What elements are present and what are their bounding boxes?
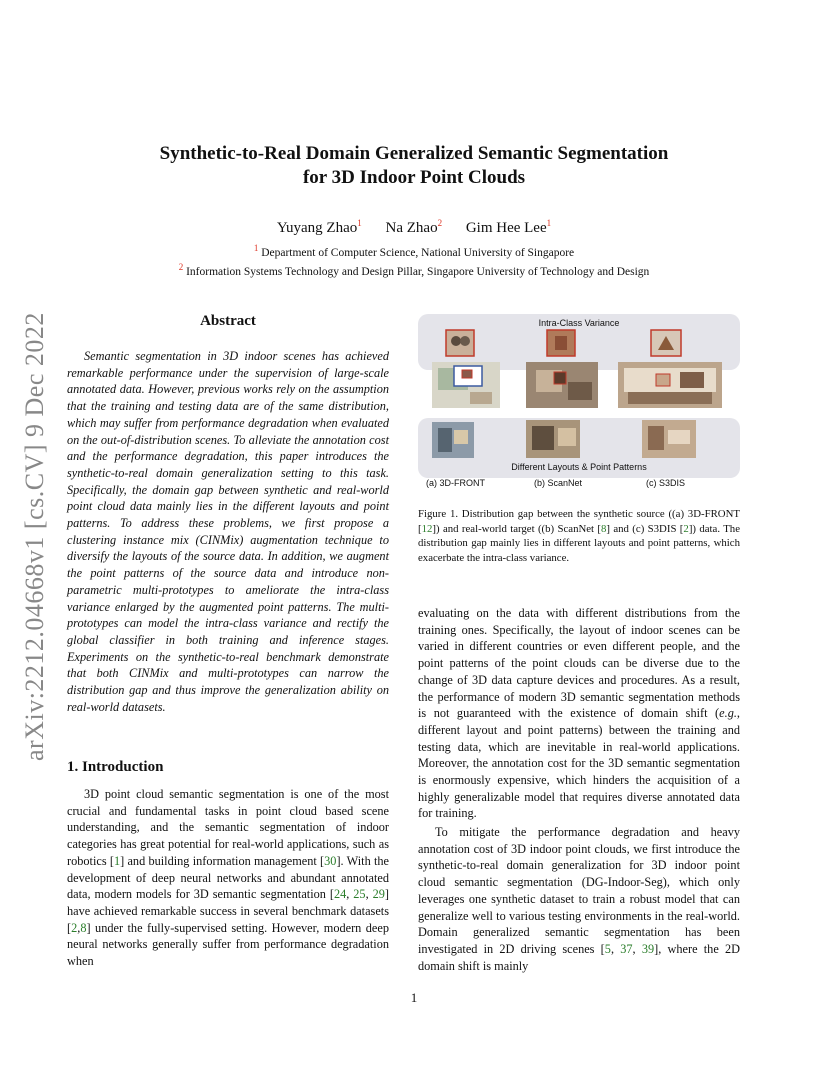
intro-paragraph-1: 3D point cloud semantic segmentation is one of the most crucial and fundamental tasks in point cloud based scene understanding, and the semantic segmentation of indoor categories has great potential for real-world applications, such as robotics [1] and building information management [30]. With the development of deep neural networks and abundant annotated data, modern models for 3D semantic segmentation [24, 25, 29] have achieved remarkable success in several benchmark datasets [2,8] under the fully-supervised setting. However, modern deep neural networks generally suffer from performance degradation when: [67, 787, 390, 969]
author-list: [0, 218, 828, 237]
figure-sublabel-c: (c) S3DIS: [646, 478, 686, 488]
figure-1: [418, 312, 741, 490]
abstract-heading: Abstract: [200, 313, 256, 329]
page-number: 1: [410, 990, 418, 1005]
arxiv-stamp: arXiv:2212.04668v1 [cs.CV] 9 Dec 2022: [20, 312, 49, 762]
figure-bottom-label: Different Layouts & Point Patterns: [511, 462, 647, 472]
author: Na Zhao$^2$: [385, 218, 443, 236]
figure-1-caption: Figure 1. Distribution gap between the synthetic source ((a) 3D-FRONT [12]) and real-world target ((b) ScanNet [8] and (c) S3DIS [2]) data. The distribution gap mainly lies in different layouts and point patterns, which exacerbate the intra-class variance.: [418, 508, 740, 564]
scene-3dfront: [432, 362, 500, 408]
paper-title-line-2: for 3D Indoor Point Clouds: [302, 167, 526, 188]
author: Yuyang Zhao$^1$: [276, 218, 362, 236]
intro-paragraph-2: evaluating on the data with different distributions from the training ones. Specifically, the layout of indoor scenes can be varied in different countries or even different people, and the point patterns of the point clouds can be diverse due to the change of 3D data capture devices and procedures. As a result, the performance of modern 3D semantic segmentation methods is not guaranteed with the existence of domain shift (e.g., different layout and point patterns) between the training and testing data, which are inevitable in real-world applications. Moreover, the annotation cost for the 3D semantic segmentation is enormously expensive, which hinders the acquisition of a highly generalizable model that requires diverse annotated data for training.: [418, 606, 740, 821]
scene-3dfront-2: [432, 422, 474, 458]
paper-title-line-1: Synthetic-to-Real Domain Generalized Semantic Segmentation: [159, 143, 669, 164]
affiliation-2: $^2$ Information Systems Technology and Design Pillar, Singapore University of Technology and Design: [178, 262, 650, 278]
chair-thumbnail-s3dis: [651, 330, 681, 356]
affiliation-1: $^1$ Department of Computer Science, National University of Singapore: [253, 243, 575, 259]
figure-sublabel-b: (b) ScanNet: [534, 478, 583, 488]
figure-top-label: Intra-Class Variance: [538, 318, 620, 328]
figure-sublabel-a: (a) 3D-FRONT: [426, 478, 485, 488]
section-heading-introduction: 1. Introduction: [67, 759, 164, 775]
chair-thumbnail-scannet: [547, 330, 575, 356]
scene-scannet-2: [526, 420, 580, 458]
chair-thumbnail-3dfront: [446, 330, 474, 356]
scene-scannet: [526, 362, 598, 408]
scene-s3dis: [618, 362, 722, 408]
abstract-text: Semantic segmentation in 3D indoor scenes has achieved remarkable performance under the supervision of large-scale annotated data. However, previous works rely on the assumption that the training and testing data are of the same distribution, which may suffer from performance degradation when evaluated on the out-of-distribution scenes. To alleviate the annotation cost and the performance degradation, this paper introduces the synthetic-to-real domain generalization setting to this task. Specifically, the domain gap between synthetic and real-world point cloud data mainly lies in the different layouts and point patterns. To address these problems, we first propose a clustering instance mix (CINMix) augmentation technique to diversify the layouts of the source data. In addition, we augment the point patterns of the source data and introduce non-parametric multi-prototypes to ameliorate the intra-class variance enlarged by the augmented point patterns. The multi-prototypes can model the intra-class variance and rectify the global classifier in both training and inference stages. Experiments on the synthetic-to-real benchmark demonstrate that both CINMix and multi-prototypes can narrow the distribution gap and thus improve the generalization ability on real-world datasets.: [67, 349, 389, 714]
author: Gim Hee Lee$^1$: [465, 218, 552, 236]
scene-s3dis-2: [642, 420, 696, 458]
intro-paragraph-3: To mitigate the performance degradation and heavy annotation cost of 3D indoor point clouds, we first introduce the synthetic-to-real domain generalization for 3D indoor point cloud semantic segmentation (DG-Indoor-Seg), which only leverages one synthetic dataset to train a robust model that can generalize well to various testing environments in the real-world. Domain generalized semantic segmentation has been investigated in 2D driving scenes [5, 37, 39], where the 2D domain shift is mainly: [418, 825, 741, 973]
